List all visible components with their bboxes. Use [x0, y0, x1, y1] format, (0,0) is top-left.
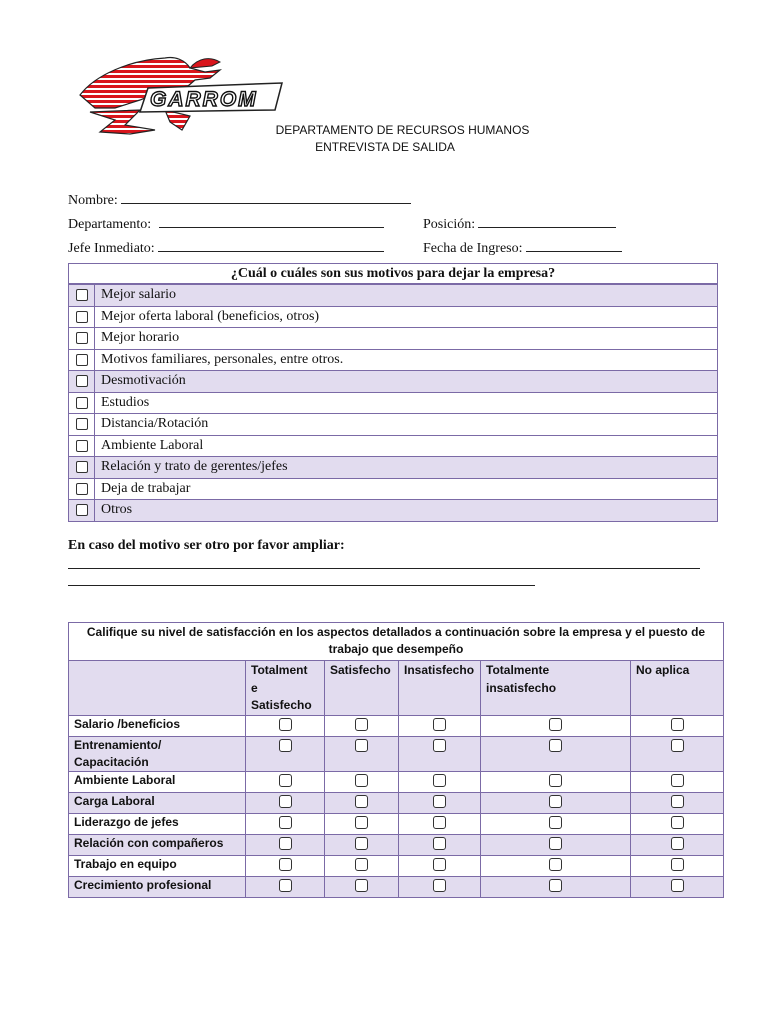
- motivo-row[interactable]: [69, 392, 717, 414]
- checkbox-icon[interactable]: [355, 739, 368, 752]
- table-row: [69, 771, 724, 792]
- motivo-row[interactable]: [69, 306, 717, 328]
- checkbox-icon[interactable]: [355, 879, 368, 892]
- checkbox-icon[interactable]: [279, 739, 292, 752]
- checkbox-icon[interactable]: [279, 858, 292, 871]
- field-posicion[interactable]: [423, 214, 616, 233]
- table-row: [69, 855, 724, 876]
- aspect-label: Entrenamiento/ Capacitación: [69, 736, 246, 771]
- checkbox-icon[interactable]: [76, 311, 88, 323]
- field-departamento-line[interactable]: [159, 214, 384, 228]
- checkbox-icon[interactable]: [279, 774, 292, 787]
- field-departamento-label: Departamento:: [68, 217, 152, 232]
- form-subtitle: ENTREVISTA DE SALIDA: [315, 140, 455, 154]
- motivo-label: Ambiente Laboral: [101, 437, 204, 453]
- checkbox-icon[interactable]: [549, 739, 562, 752]
- table-row: [69, 876, 724, 897]
- aspect-label: Ambiente Laboral: [69, 771, 246, 792]
- field-departamento[interactable]: [68, 214, 384, 233]
- checkbox-icon[interactable]: [671, 795, 684, 808]
- checkbox-icon[interactable]: [76, 289, 88, 301]
- motivo-label: Mejor salario: [101, 287, 177, 302]
- checkbox-icon[interactable]: [671, 816, 684, 829]
- checkbox-icon[interactable]: [76, 440, 88, 452]
- motivo-label: Desmotivación: [101, 373, 186, 388]
- col-satisfecho: Satisfecho: [325, 661, 399, 716]
- field-nombre[interactable]: [68, 190, 411, 209]
- aspect-label: Crecimiento profesional: [69, 876, 246, 897]
- checkbox-icon[interactable]: [433, 739, 446, 752]
- ampliar-line-1[interactable]: [68, 568, 700, 569]
- table-row: [69, 736, 724, 771]
- checkbox-icon[interactable]: [671, 879, 684, 892]
- checkbox-icon[interactable]: [433, 774, 446, 787]
- motivo-label: Deja de trabajar: [101, 480, 191, 496]
- motivo-label: Estudios: [101, 394, 150, 410]
- field-jefe-label: Jefe Inmediato:: [68, 241, 155, 256]
- satisfaccion-title: Califique su nivel de satisfacción en los aspectos detallados a continuación sobre la empresa y el puesto de trabajo que desempeño: [69, 623, 724, 661]
- motivo-row[interactable]: [69, 370, 717, 392]
- department-title: DEPARTAMENTO DE RECURSOS HUMANOS: [275, 123, 530, 137]
- checkbox-icon[interactable]: [355, 816, 368, 829]
- aspect-label: Salario /beneficios: [69, 715, 246, 736]
- checkbox-icon[interactable]: [549, 837, 562, 850]
- checkbox-icon[interactable]: [549, 816, 562, 829]
- aspect-label: Relación con compañeros: [69, 834, 246, 855]
- motivo-row[interactable]: [69, 413, 717, 435]
- field-fecha-ingreso-label: Fecha de Ingreso:: [423, 241, 523, 256]
- checkbox-icon[interactable]: [355, 858, 368, 871]
- checkbox-icon[interactable]: [433, 858, 446, 871]
- motivo-row[interactable]: [69, 327, 717, 349]
- checkbox-icon[interactable]: [279, 816, 292, 829]
- field-posicion-line[interactable]: [478, 214, 616, 228]
- field-jefe-line[interactable]: [158, 238, 384, 252]
- checkbox-icon[interactable]: [76, 332, 88, 344]
- checkbox-icon[interactable]: [355, 774, 368, 787]
- checkbox-icon[interactable]: [433, 879, 446, 892]
- checkbox-icon[interactable]: [279, 879, 292, 892]
- col-no-aplica: No aplica: [631, 661, 724, 716]
- table-row: [69, 715, 724, 736]
- motivo-row[interactable]: [69, 349, 717, 371]
- motivo-label: Mejor oferta laboral (beneficios, otros): [101, 308, 320, 324]
- checkbox-icon[interactable]: [549, 718, 562, 731]
- ampliar-label: En caso del motivo ser otro por favor ampliar:: [68, 538, 345, 553]
- motivo-row[interactable]: [69, 284, 717, 306]
- checkbox-icon[interactable]: [76, 418, 88, 430]
- ampliar-line-2[interactable]: [68, 585, 535, 586]
- checkbox-icon[interactable]: [433, 718, 446, 731]
- field-nombre-label: Nombre:: [68, 193, 118, 208]
- checkbox-icon[interactable]: [671, 858, 684, 871]
- col-insatisfecho: Insatisfecho: [399, 661, 481, 716]
- checkbox-icon[interactable]: [671, 774, 684, 787]
- aspect-label: Liderazgo de jefes: [69, 813, 246, 834]
- checkbox-icon[interactable]: [433, 795, 446, 808]
- checkbox-icon[interactable]: [671, 837, 684, 850]
- field-fecha-ingreso[interactable]: [423, 238, 622, 257]
- checkbox-icon[interactable]: [549, 795, 562, 808]
- checkbox-icon[interactable]: [355, 718, 368, 731]
- col-totalmente-satisfecho: Totalment e Satisfecho: [246, 661, 325, 716]
- satisfaccion-table: [68, 622, 724, 898]
- motivo-label: Motivos familiares, personales, entre otros.: [101, 351, 344, 367]
- motivo-label: Otros: [101, 502, 133, 517]
- motivo-label: Distancia/Rotación: [101, 416, 209, 431]
- checkbox-icon[interactable]: [76, 375, 88, 387]
- field-posicion-label: Posición:: [423, 217, 476, 232]
- checkbox-icon[interactable]: [355, 837, 368, 850]
- checkbox-icon[interactable]: [279, 718, 292, 731]
- table-row: [69, 813, 724, 834]
- motivos-question: ¿Cuál o cuáles son sus motivos para dejar la empresa?: [69, 264, 717, 284]
- table-row: [69, 834, 724, 855]
- checkbox-icon[interactable]: [671, 739, 684, 752]
- aspect-label: Trabajo en equipo: [69, 855, 246, 876]
- checkbox-icon[interactable]: [76, 397, 88, 409]
- motivo-row[interactable]: [69, 478, 717, 500]
- motivos-table: [68, 263, 718, 522]
- field-fecha-ingreso-line[interactable]: [526, 238, 622, 252]
- aspect-col-header: [69, 661, 246, 716]
- motivo-row[interactable]: [69, 456, 717, 478]
- checkbox-icon[interactable]: [433, 816, 446, 829]
- logo-text: GARROM: [150, 88, 258, 111]
- motivo-row[interactable]: [69, 499, 717, 521]
- motivo-label: Mejor horario: [101, 330, 180, 345]
- table-row: [69, 792, 724, 813]
- checkbox-icon[interactable]: [76, 461, 88, 473]
- checkbox-icon[interactable]: [279, 837, 292, 850]
- field-nombre-line[interactable]: [121, 190, 411, 204]
- motivo-label: Relación y trato de gerentes/jefes: [101, 459, 288, 474]
- checkbox-icon[interactable]: [76, 354, 88, 366]
- checkbox-icon[interactable]: [549, 858, 562, 871]
- motivo-row[interactable]: [69, 435, 717, 457]
- col-totalmente-insatisfecho: Totalmente insatisfecho: [481, 661, 631, 716]
- checkbox-icon[interactable]: [76, 483, 88, 495]
- checkbox-icon[interactable]: [549, 774, 562, 787]
- checkbox-icon[interactable]: [76, 504, 88, 516]
- aspect-label: Carga Laboral: [69, 792, 246, 813]
- checkbox-icon[interactable]: [433, 837, 446, 850]
- checkbox-icon[interactable]: [671, 718, 684, 731]
- checkbox-icon[interactable]: [355, 795, 368, 808]
- field-jefe[interactable]: [68, 238, 384, 257]
- checkbox-icon[interactable]: [549, 879, 562, 892]
- checkbox-icon[interactable]: [279, 795, 292, 808]
